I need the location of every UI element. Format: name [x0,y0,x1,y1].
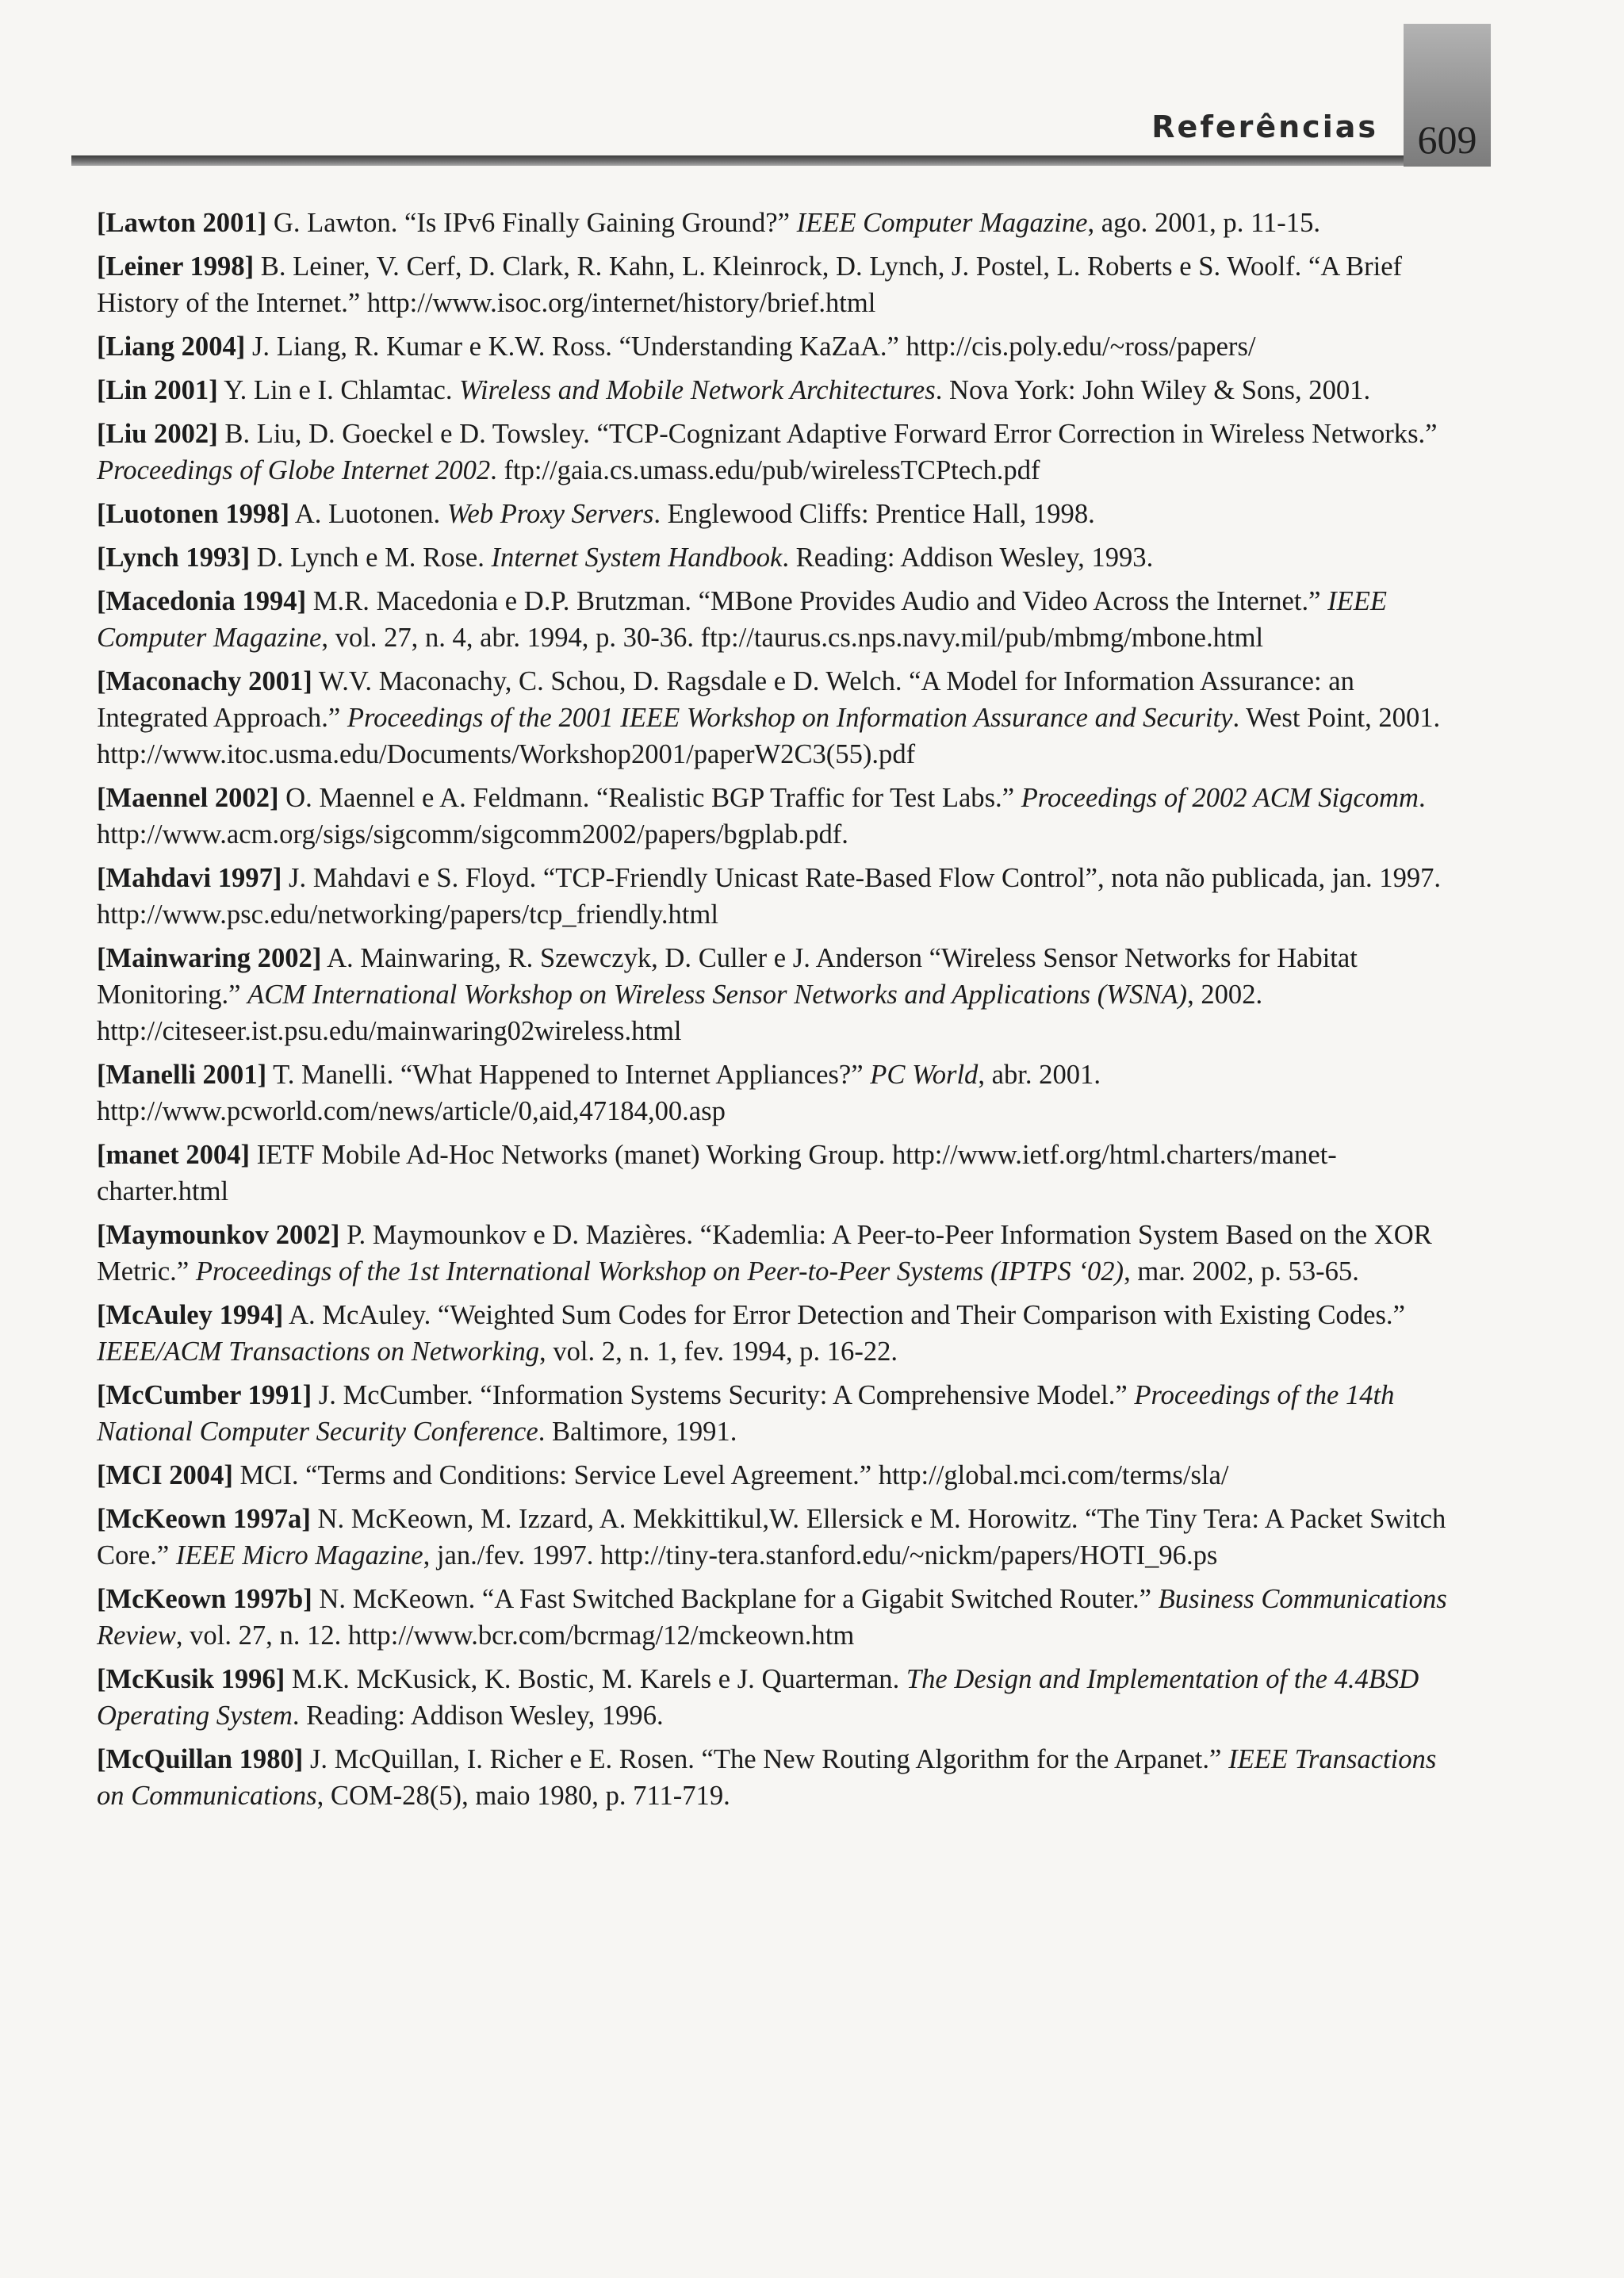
reference-entry [97,780,1461,853]
reference-text: , jan./fev. 1997. http://tiny-tera.stanford.edu/~nickm/papers/HOTI_96.ps [423,1540,1218,1570]
reference-title-italic: IEEE Computer Magazine [97,586,1387,653]
reference-key: [Liu 2002] [97,419,218,449]
reference-text: , vol. 27, n. 12. http://www.bcr.com/bcrmag/12/mckeown.htm [175,1620,855,1651]
reference-key: [Lin 2001] [97,375,218,405]
reference-entry [97,1137,1461,1210]
reference-entry [97,205,1461,241]
reference-entry [97,1501,1461,1574]
reference-key: [Maennel 2002] [97,783,279,813]
reference-title-italic: Proceedings of the 14th National Computer Security Conference [97,1380,1395,1447]
reference-key: [McQuillan 1980] [97,1744,304,1774]
reference-key: [McKeown 1997b] [97,1584,312,1614]
section-title: Referências [1151,109,1378,144]
reference-key: [McAuley 1994] [97,1300,284,1330]
reference-text: , ago. 2001, p. 11-15. [1087,208,1321,238]
reference-text: B. Leiner, V. Cerf, D. Clark, R. Kahn, L. Kleinrock, D. Lynch, J. Postel, L. Roberts e S. Woolf. “A Brief History of the Internet.” http://www.isoc.org/internet/history/brief.html [97,251,1403,318]
reference-title-italic: Proceedings of Globe Internet 2002 [97,455,491,485]
reference-text: A. Mainwaring, R. Szewczyk, D. Culler e J. Anderson “Wireless Sensor Networks for Habitat Monitoring.” [97,943,1358,1010]
reference-text: , COM-28(5), maio 1980, p. 711-719. [316,1781,730,1811]
reference-text: . Englewood Cliffs: Prentice Hall, 1998. [653,499,1095,529]
reference-text: W.V. Maconachy, C. Schou, D. Ragsdale e D. Welch. “A Model for Information Assurance: an Integrated Approach.” [97,666,1354,733]
reference-key: [Leiner 1998] [97,251,255,282]
reference-key: [Mahdavi 1997] [97,863,282,893]
reference-entry [97,372,1461,408]
reference-text: J. McQuillan, I. Richer e E. Rosen. “The New Routing Algorithm for the Arpanet.” [303,1744,1229,1774]
reference-text: J. Mahdavi e S. Floyd. “TCP-Friendly Unicast Rate-Based Flow Control”, nota não publicada, jan. 1997. http://www.psc.edu/networking/papers/tcp_friendly.html [97,863,1442,930]
reference-entry [97,328,1461,365]
reference-title-italic: IEEE Transactions on Communications [97,1744,1437,1811]
reference-entry [97,539,1461,576]
reference-entry [97,860,1461,933]
reference-entry [97,1457,1461,1494]
reference-text: , mar. 2002, p. 53-65. [1124,1256,1359,1287]
reference-text: J. Liang, R. Kumar e K.W. Ross. “Understanding KaZaA.” http://cis.poly.edu/~ross/papers/ [245,332,1256,362]
reference-title-italic: IEEE Micro Magazine [175,1540,423,1570]
reference-key: [Liang 2004] [97,332,246,362]
reference-entry [97,583,1461,656]
reference-text: O. Maennel e A. Feldmann. “Realistic BGP Traffic for Test Labs.” [278,783,1021,813]
reference-text: . Nova York: John Wiley & Sons, 2001. [935,375,1371,405]
reference-title-italic: Proceedings of the 2001 IEEE Workshop on Information Assurance and Security [347,703,1233,733]
reference-title-italic: Business Communications Review [97,1584,1447,1651]
reference-title-italic: IEEE Computer Magazine [796,208,1088,238]
reference-text: . http://www.acm.org/sigs/sigcomm/sigcomm2002/papers/bgplab.pdf. [97,783,1426,849]
reference-entry [97,663,1461,773]
reference-text: . Reading: Addison Wesley, 1993. [782,543,1154,573]
reference-title-italic: Proceedings of the 1st International Workshop on Peer-to-Peer Systems (IPTPS ‘02) [195,1256,1124,1287]
reference-key: [Maconachy 2001] [97,666,312,696]
reference-entry [97,1377,1461,1450]
reference-text: , 2002. http://citeseer.ist.psu.edu/mainwaring02wireless.html [97,980,1263,1046]
reference-text: B. Liu, D. Goeckel e D. Towsley. “TCP-Cognizant Adaptive Forward Error Correction in Wireless Networks.” [217,419,1438,449]
reference-text: Y. Lin e I. Chlamtac. [217,375,460,405]
reference-entry [97,1741,1461,1814]
reference-text: A. McAuley. “Weighted Sum Codes for Error Detection and Their Comparison with Existing Codes.” [283,1300,1405,1330]
reference-text: T. Manelli. “What Happened to Internet Appliances?” [266,1060,871,1090]
reference-key: [Lawton 2001] [97,208,267,238]
reference-key: [Manelli 2001] [97,1060,267,1090]
reference-entry [97,940,1461,1049]
reference-entry [97,416,1461,489]
reference-entry [97,1661,1461,1734]
reference-text: M.K. McKusick, K. Bostic, M. Karels e J. Quarterman. [285,1664,906,1694]
reference-text: IETF Mobile Ad-Hoc Networks (manet) Working Group. http://www.ietf.org/html.charters/manet-charter.html [97,1140,1337,1206]
reference-key: [Luotonen 1998] [97,499,290,529]
running-header [0,0,1624,167]
reference-title-italic: Internet System Handbook [491,543,783,573]
reference-text: A. Luotonen. [289,499,447,529]
page-number-tab [1404,24,1491,167]
reference-entry [97,1057,1461,1129]
reference-entry [97,496,1461,532]
reference-entry [97,248,1461,321]
reference-key: [manet 2004] [97,1140,251,1170]
reference-text: , vol. 27, n. 4, abr. 1994, p. 30-36. ftp://taurus.cs.nps.navy.mil/pub/mbmg/mbone.html [321,623,1264,653]
page-number: 609 [1417,117,1477,162]
reference-key: [McCumber 1991] [97,1380,312,1410]
reference-list [97,205,1461,1821]
reference-text: N. McKeown. “A Fast Switched Backplane for a Gigabit Switched Router.” [312,1584,1159,1614]
reference-text: . Baltimore, 1991. [538,1417,737,1447]
header-rule [71,155,1483,166]
reference-text: G. Lawton. “Is IPv6 Finally Gaining Ground?” [266,208,797,238]
reference-text: . Reading: Addison Wesley, 1996. [292,1701,664,1731]
reference-text: J. McCumber. “Information Systems Security: A Comprehensive Model.” [312,1380,1135,1410]
reference-title-italic: IEEE/ACM Transactions on Networking [97,1337,540,1367]
reference-title-italic: Wireless and Mobile Network Architectures [459,375,936,405]
reference-key: [Maymounkov 2002] [97,1220,340,1250]
reference-text: , abr. 2001. http://www.pcworld.com/news/article/0,aid,47184,00.asp [97,1060,1101,1126]
reference-text: . ftp://gaia.cs.umass.edu/pub/wirelessTCPtech.pdf [490,455,1040,485]
reference-title-italic: The Design and Implementation of the 4.4BSD Operating System [97,1664,1419,1731]
reference-title-italic: ACM International Workshop on Wireless Sensor Networks and Applications (WSNA) [247,980,1188,1010]
reference-entry [97,1217,1461,1290]
reference-title-italic: Proceedings of 2002 ACM Sigcomm [1021,783,1419,813]
reference-entry [97,1297,1461,1370]
reference-text: , vol. 2, n. 1, fev. 1994, p. 16-22. [539,1337,898,1367]
reference-title-italic: Web Proxy Servers [446,499,654,529]
reference-title-italic: PC World [870,1060,979,1090]
reference-text: P. Maymounkov e D. Mazières. “Kademlia: A Peer-to-Peer Information System Based on the XOR Metric.” [97,1220,1432,1287]
reference-text: N. McKeown, M. Izzard, A. Mekkittikul,W. Ellersick e M. Horowitz. “The Tiny Tera: A Packet Switch Core.” [97,1504,1446,1570]
reference-text: D. Lynch e M. Rose. [250,543,492,573]
reference-entry [97,1581,1461,1654]
reference-key: [MCI 2004] [97,1460,233,1490]
reference-key: [Macedonia 1994] [97,586,307,616]
reference-key: [McKusik 1996] [97,1664,285,1694]
reference-key: [Lynch 1993] [97,543,251,573]
reference-text: MCI. “Terms and Conditions: Service Level Agreement.” http://global.mci.com/terms/sla/ [232,1460,1229,1490]
reference-key: [McKeown 1997a] [97,1504,311,1534]
reference-key: [Mainwaring 2002] [97,943,322,973]
reference-text: M.R. Macedonia e D.P. Brutzman. “MBone Provides Audio and Video Across the Internet.” [306,586,1328,616]
reference-text: . West Point, 2001. http://www.itoc.usma.edu/Documents/Workshop2001/paperW2C3(55).pdf [97,703,1441,769]
